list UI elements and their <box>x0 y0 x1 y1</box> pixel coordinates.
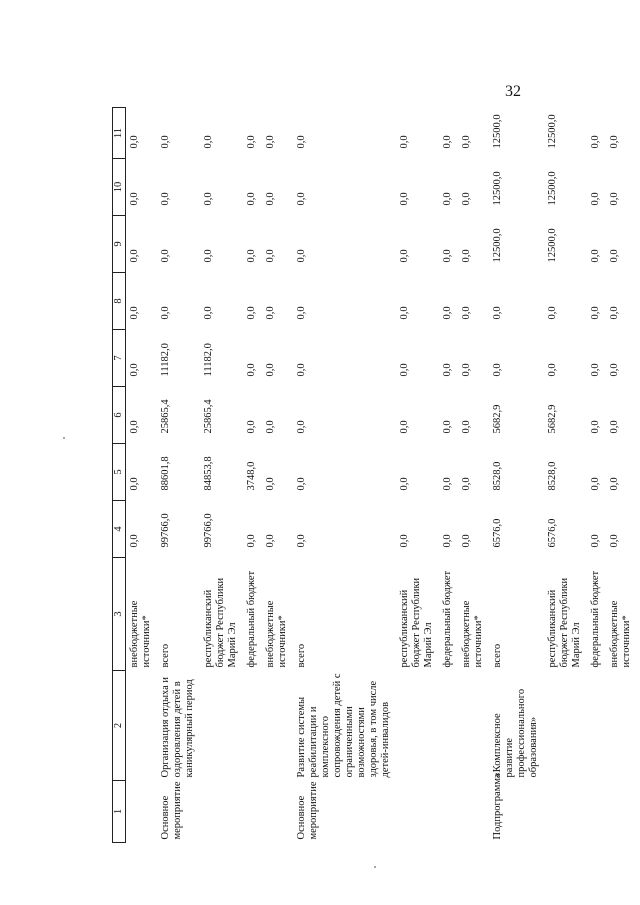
cell-value: 0,0 <box>590 534 601 548</box>
cell-value: 6576,0 <box>547 518 558 548</box>
cell-name <box>460 671 491 781</box>
table-row <box>295 108 398 843</box>
cell-value: 0,0 <box>609 306 620 320</box>
col-header: 9 <box>113 216 126 273</box>
cell-value: 0,0 <box>129 534 140 548</box>
cell-value: 0,0 <box>296 306 307 320</box>
table-row <box>589 108 608 843</box>
cell-value: 0,0 <box>461 363 472 377</box>
cell-name <box>245 671 264 781</box>
cell-name <box>546 671 589 781</box>
cell-value: 0,0 <box>590 363 601 377</box>
cell-value: 0,0 <box>399 534 410 548</box>
cell-source: федеральный бюджет <box>442 570 453 668</box>
cell-value: 0,0 <box>265 420 276 434</box>
cell-type: Подпрограмма <box>492 773 503 840</box>
cell-type <box>441 781 460 843</box>
cell-name <box>608 671 639 781</box>
cell-value: 0,0 <box>590 306 601 320</box>
cell-value: 0,0 <box>203 135 214 149</box>
cell-value: 99766,0 <box>160 513 171 548</box>
cell-value: 0,0 <box>246 135 257 149</box>
cell-type <box>245 781 264 843</box>
cell-name <box>589 671 608 781</box>
cell-value: 0,0 <box>461 135 472 149</box>
cell-value: 8528,0 <box>547 461 558 491</box>
cell-value: 0,0 <box>609 420 620 434</box>
cell-value: 0,0 <box>442 192 453 206</box>
cell-value: 5682,9 <box>492 404 503 434</box>
cell-value: 0,0 <box>246 363 257 377</box>
table-row <box>202 108 245 843</box>
col-header: 1 <box>113 781 126 843</box>
cell-value: 0,0 <box>547 306 558 320</box>
cell-value: 0,0 <box>160 249 171 263</box>
cell-value: 6576,0 <box>492 518 503 548</box>
cell-name: Организация отдыха и оздоровления детей в каникулярный период <box>160 676 195 778</box>
cell-value: 0,0 <box>461 249 472 263</box>
cell-value: 0,0 <box>461 534 472 548</box>
cell-value: 0,0 <box>492 363 503 377</box>
table-row <box>245 108 264 843</box>
cell-value: 25865,4 <box>160 399 171 434</box>
cell-value: 0,0 <box>609 249 620 263</box>
cell-value: 0,0 <box>609 192 620 206</box>
cell-value: 0,0 <box>129 477 140 491</box>
cell-source: федеральный бюджет <box>590 570 601 668</box>
cell-source: всего <box>160 643 171 668</box>
cell-value: 12500,0 <box>547 228 558 263</box>
cell-value: 0,0 <box>442 306 453 320</box>
cell-value: 12500,0 <box>492 228 503 263</box>
cell-value: 0,0 <box>590 135 601 149</box>
cell-value: 0,0 <box>399 477 410 491</box>
col-header: 11 <box>113 108 126 159</box>
cell-value: 0,0 <box>129 420 140 434</box>
cell-value: 0,0 <box>590 477 601 491</box>
scan-speck <box>374 866 376 868</box>
cell-value: 11182,0 <box>160 343 171 377</box>
cell-name: «Комплексное развитие профессионального образования» <box>492 688 539 778</box>
cell-type <box>546 781 589 843</box>
cell-type <box>460 781 491 843</box>
cell-value: 0,0 <box>203 249 214 263</box>
cell-value: 88601,8 <box>160 456 171 491</box>
cell-value: 0,0 <box>609 534 620 548</box>
cell-type <box>398 781 441 843</box>
cell-name <box>264 671 295 781</box>
cell-value: 0,0 <box>296 249 307 263</box>
cell-value: 0,0 <box>296 192 307 206</box>
cell-value: 0,0 <box>246 420 257 434</box>
table-row <box>460 108 491 843</box>
cell-type <box>264 781 295 843</box>
cell-value: 0,0 <box>442 135 453 149</box>
cell-value: 0,0 <box>609 135 620 149</box>
table-row <box>398 108 441 843</box>
cell-value: 0,0 <box>160 306 171 320</box>
cell-name <box>441 671 460 781</box>
cell-value: 0,0 <box>296 420 307 434</box>
col-header: 7 <box>113 330 126 387</box>
rotated-table-container <box>112 108 632 843</box>
cell-value: 0,0 <box>129 306 140 320</box>
cell-value: 0,0 <box>129 363 140 377</box>
cell-source: республиканский бюджет Республики Марий Эл <box>399 577 434 668</box>
table-row <box>546 108 589 843</box>
cell-value: 25865,4 <box>203 399 214 434</box>
table-row <box>608 108 639 843</box>
cell-source: внебюджетные источники* <box>461 600 484 668</box>
cell-value: 0,0 <box>296 534 307 548</box>
cell-value: 0,0 <box>203 192 214 206</box>
col-header: 6 <box>113 387 126 444</box>
cell-value: 0,0 <box>399 192 410 206</box>
cell-value: 99766,0 <box>203 513 214 548</box>
table-row <box>159 108 202 843</box>
cell-value: 8528,0 <box>492 461 503 491</box>
cell-value: 12500,0 <box>492 171 503 206</box>
cell-value: 0,0 <box>296 135 307 149</box>
cell-value: 0,0 <box>203 306 214 320</box>
table-row <box>264 108 295 843</box>
cell-name <box>126 671 160 781</box>
cell-type <box>126 781 160 843</box>
cell-value: 0,0 <box>442 534 453 548</box>
cell-value: 0,0 <box>399 420 410 434</box>
cell-value: 0,0 <box>442 249 453 263</box>
cell-value: 0,0 <box>246 249 257 263</box>
cell-value: 0,0 <box>442 420 453 434</box>
col-header: 2 <box>113 671 126 781</box>
cell-value: 0,0 <box>399 363 410 377</box>
cell-value: 0,0 <box>246 306 257 320</box>
cell-value: 0,0 <box>461 420 472 434</box>
cell-type <box>589 781 608 843</box>
table-row <box>126 108 160 843</box>
col-header: 10 <box>113 159 126 216</box>
cell-source: всего <box>296 643 307 668</box>
cell-value: 0,0 <box>590 420 601 434</box>
cell-value: 0,0 <box>590 192 601 206</box>
cell-source: республиканский бюджет Республики Марий Эл <box>547 577 582 668</box>
scan-speck <box>63 437 65 439</box>
cell-value: 0,0 <box>399 135 410 149</box>
cell-value: 0,0 <box>590 249 601 263</box>
cell-value: 12500,0 <box>547 171 558 206</box>
col-header: 8 <box>113 273 126 330</box>
cell-name: Развитие системы реабилитации и комплексного сопровождения детей с ограниченными возможностями здоровья, в том числе детей-инвалидов <box>296 673 391 778</box>
cell-value: 0,0 <box>246 192 257 206</box>
cell-value: 0,0 <box>296 363 307 377</box>
cell-source: внебюджетные источники* <box>265 600 288 668</box>
cell-value: 0,0 <box>129 192 140 206</box>
budget-table <box>112 107 639 843</box>
cell-value: 0,0 <box>442 477 453 491</box>
cell-value: 0,0 <box>265 477 276 491</box>
cell-value: 0,0 <box>265 534 276 548</box>
cell-source: внебюджетные источники* <box>609 600 632 668</box>
col-header: 5 <box>113 444 126 501</box>
cell-value: 0,0 <box>265 249 276 263</box>
cell-value: 84853,8 <box>203 456 214 491</box>
cell-value: 11182,0 <box>203 343 214 377</box>
table-row <box>441 108 460 843</box>
cell-value: 0,0 <box>160 135 171 149</box>
cell-type: Основное мероприятие <box>296 781 319 840</box>
cell-value: 12500,0 <box>547 114 558 149</box>
cell-source: внебюджетные источники* <box>129 600 152 668</box>
table-body <box>126 108 640 843</box>
cell-value: 0,0 <box>461 192 472 206</box>
cell-type <box>202 781 245 843</box>
cell-source: республиканский бюджет Республики Марий Эл <box>203 577 238 668</box>
cell-value: 0,0 <box>547 363 558 377</box>
cell-type <box>608 781 639 843</box>
cell-value: 0,0 <box>246 534 257 548</box>
cell-value: 0,0 <box>442 363 453 377</box>
cell-source: всего <box>492 643 503 668</box>
table-row <box>491 108 546 843</box>
cell-value: 0,0 <box>265 306 276 320</box>
cell-value: 0,0 <box>399 306 410 320</box>
cell-value: 0,0 <box>609 477 620 491</box>
cell-value: 0,0 <box>461 477 472 491</box>
col-header: 4 <box>113 501 126 558</box>
cell-value: 0,0 <box>461 306 472 320</box>
cell-value: 0,0 <box>129 249 140 263</box>
cell-source: федеральный бюджет <box>246 570 257 668</box>
cell-type: Основное мероприятие <box>160 781 183 840</box>
cell-value: 12500,0 <box>492 114 503 149</box>
header-row <box>113 108 126 843</box>
col-header: 3 <box>113 558 126 671</box>
cell-value: 0,0 <box>296 477 307 491</box>
cell-value: 0,0 <box>399 249 410 263</box>
cell-value: 0,0 <box>265 363 276 377</box>
cell-value: 0,0 <box>160 192 171 206</box>
page-number: 32 <box>505 83 521 100</box>
cell-value: 0,0 <box>129 135 140 149</box>
cell-value: 3748,0 <box>246 461 257 491</box>
cell-value: 0,0 <box>492 306 503 320</box>
cell-value: 0,0 <box>265 192 276 206</box>
cell-name <box>202 671 245 781</box>
cell-name <box>398 671 441 781</box>
cell-value: 0,0 <box>265 135 276 149</box>
cell-value: 5682,9 <box>547 404 558 434</box>
cell-value: 0,0 <box>609 363 620 377</box>
